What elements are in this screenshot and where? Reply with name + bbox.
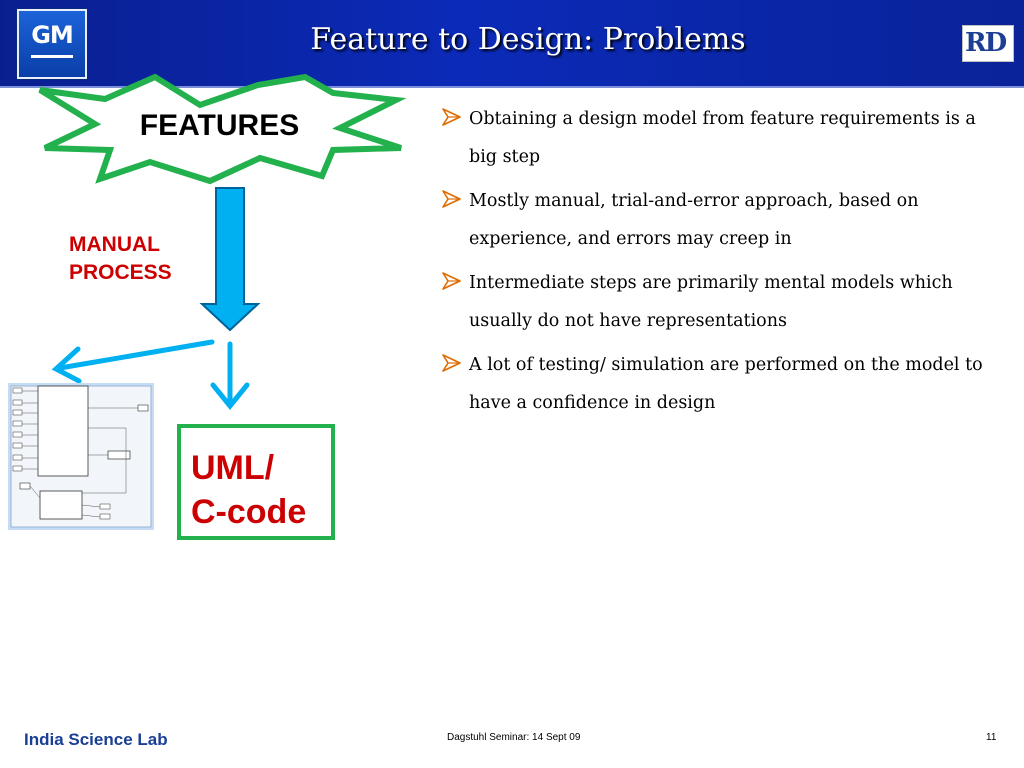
features-label: FEATURES	[139, 109, 300, 142]
design-model-thumbnail	[8, 383, 154, 530]
uml-code-box	[177, 424, 335, 540]
to-code-arrow	[213, 344, 247, 406]
bullet-text: Obtaining a design model from feature requirements is a big step	[469, 109, 976, 167]
manual-process-label: MANUAL PROCESS	[69, 233, 172, 284]
bullet-text: A lot of testing/ simulation are performed on the model to have a confidence in design	[469, 355, 983, 413]
slide-title: Feature to Design: Problems	[310, 22, 746, 57]
manual-process-arrow	[202, 188, 258, 330]
bullet-item	[440, 100, 1000, 176]
arrow-bullet-icon	[440, 106, 462, 128]
bullet-item	[440, 264, 1000, 340]
footer-organization: India Science Lab	[24, 730, 168, 749]
arrow-bullet-icon	[440, 352, 462, 374]
page-number: 11	[986, 732, 997, 743]
uml-code-label: UML/ C-code	[191, 449, 307, 531]
gm-logo: GM	[17, 9, 87, 79]
rd-logo: RD	[962, 25, 1014, 62]
bullet-text: Mostly manual, trial-and-error approach, based on experience, and errors may creep in	[469, 191, 919, 249]
arrow-bullet-icon	[440, 270, 462, 292]
arrow-bullet-icon	[440, 188, 462, 210]
bullet-item	[440, 182, 1000, 258]
bullet-item	[440, 346, 1000, 422]
footer-event: Dagstuhl Seminar: 14 Sept 09	[447, 732, 581, 743]
to-model-arrow	[56, 342, 212, 381]
bullet-list	[440, 100, 1000, 428]
bullet-text: Intermediate steps are primarily mental models which usually do not have representations	[469, 273, 953, 331]
